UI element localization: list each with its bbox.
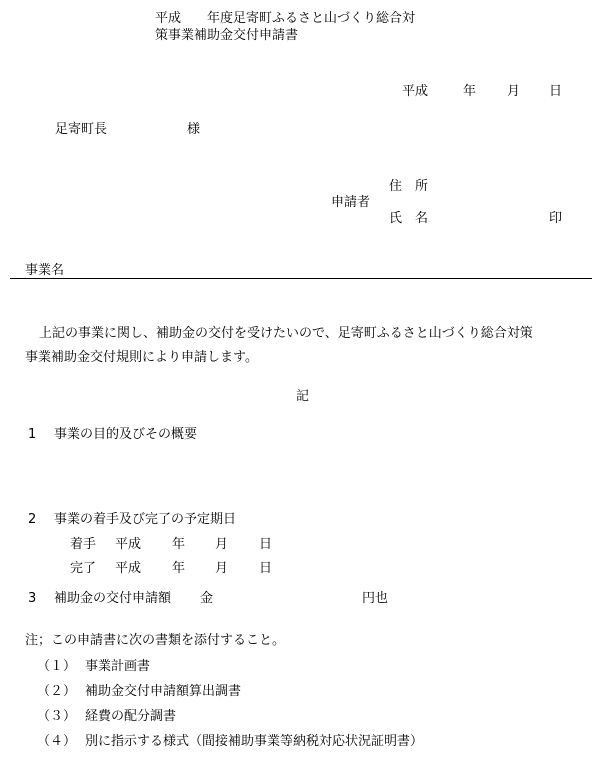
date-day: 日: [549, 84, 563, 99]
finish-label: 完了: [70, 561, 97, 576]
title-line-1: 平成 年度足寄町ふるさと山づくり総合対: [155, 11, 416, 26]
start-label: 着手: [70, 537, 97, 552]
title-line-2: 策事業補助金交付申請書: [155, 28, 299, 43]
start-day: 日: [259, 537, 273, 552]
date-year: 年: [463, 84, 477, 99]
item-1-label: 事業の目的及びその概要: [54, 427, 198, 442]
project-name-underline: [10, 278, 592, 279]
addressee-name: 足寄町長: [55, 122, 108, 137]
ki-heading: 記: [296, 389, 310, 404]
note-number: （３）: [37, 709, 77, 724]
note-number: （１）: [37, 659, 77, 674]
amount-yen: 円也: [362, 591, 389, 606]
start-month: 月: [215, 537, 229, 552]
finish-year: 年: [172, 561, 186, 576]
finish-day: 日: [259, 561, 273, 576]
amount-kin: 金: [200, 591, 214, 606]
name-label: 氏 名: [389, 211, 429, 226]
start-year: 年: [172, 537, 186, 552]
finish-month: 月: [215, 561, 229, 576]
body-line-1: 上記の事業に関し、補助金の交付を受けたいので、足寄町ふるさと山づくり総合対策: [39, 326, 533, 341]
note-number: （２）: [37, 684, 77, 699]
finish-era: 平成: [115, 561, 142, 576]
date-era: 平成: [402, 84, 429, 99]
note-text: 事業計画書: [85, 659, 151, 674]
seal-mark: 印: [549, 211, 563, 226]
item-1-number: 1: [28, 427, 37, 442]
item-2-label: 事業の着手及び完了の予定期日: [54, 512, 237, 527]
project-name-label: 事業名: [25, 263, 65, 278]
addressee-honorific: 様: [187, 122, 201, 137]
item-2-number: 2: [28, 512, 37, 527]
item-3-number: 3: [28, 591, 37, 606]
date-month: 月: [507, 84, 521, 99]
note-text: 別に指示する様式（間接補助事業等納税対応状況証明書）: [85, 734, 424, 749]
start-era: 平成: [115, 537, 142, 552]
note-number: （４）: [37, 734, 77, 749]
item-3-label: 補助金の交付申請額: [54, 591, 172, 606]
note-text: 経費の配分調書: [85, 709, 177, 724]
applicant-label: 申請者: [331, 195, 371, 210]
body-line-2: 事業補助金交付規則により申請します。: [25, 350, 258, 365]
notes-heading: 注；この申請書に次の書類を添付すること。: [25, 633, 286, 648]
address-label: 住 所: [389, 179, 429, 194]
note-text: 補助金交付申請額算出調書: [85, 684, 242, 699]
